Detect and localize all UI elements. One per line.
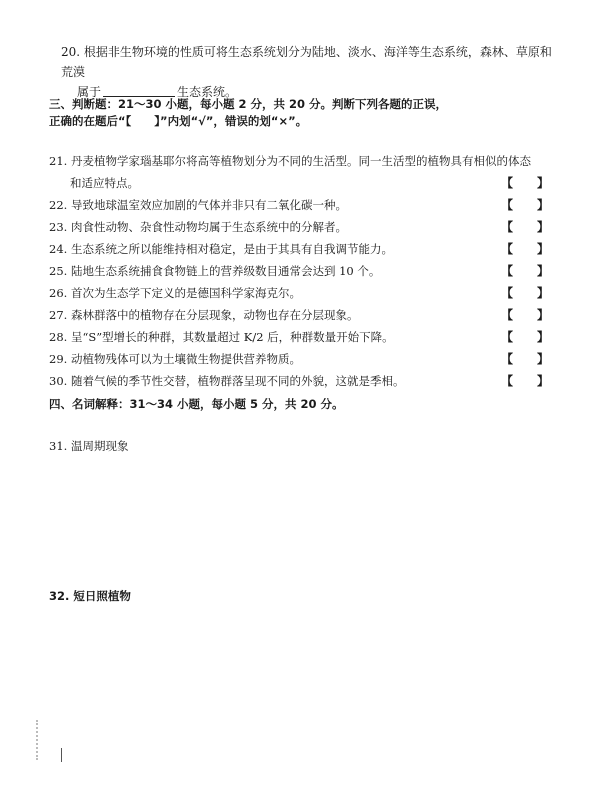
answer-bracket[interactable] — [501, 260, 549, 282]
bracket-open: 【 — [501, 286, 514, 300]
answer-bracket[interactable] — [501, 194, 549, 216]
question-31: 31. 温周期现象 — [49, 439, 129, 453]
tf-item-23 — [49, 216, 549, 238]
tf-item-26 — [49, 282, 549, 304]
tf-item-27 — [49, 304, 549, 326]
bracket-open: 【 — [501, 242, 514, 256]
bracket-close: 】 — [536, 242, 549, 256]
tf-item-30 — [49, 370, 549, 392]
tf-item-21-line1: 21. 丹麦植物学家瑙基耶尔将高等植物划分为不同的生活型。同一生活型的植物具有相似的体态 — [49, 154, 531, 168]
tf-item-22 — [49, 194, 549, 216]
tf-item-text: 22. 导致地球温室效应加剧的气体并非只有二氧化碳一种。 — [49, 198, 347, 212]
bracket-open: 【 — [501, 308, 514, 322]
bracket-close: 】 — [536, 308, 549, 322]
tf-item-21 — [49, 150, 549, 194]
answer-bracket[interactable] — [501, 304, 549, 326]
question-32: 32. 短日照植物 — [49, 589, 131, 603]
question-20 — [61, 42, 561, 102]
tf-item-text: 28. 呈“S”型增长的种群，其数量超过 K/2 后，种群数量开始下降。 — [49, 330, 394, 344]
answer-bracket[interactable] — [501, 370, 549, 392]
tf-item-21-line2: 和适应特点。 — [70, 176, 139, 190]
question-20-suffix: 生态系统。 — [177, 85, 238, 99]
bracket-close: 】 — [536, 176, 549, 190]
tf-item-text: 25. 陆地生态系统捕食食物链上的营养级数目通常会达到 10 个。 — [49, 264, 381, 278]
bracket-close: 】 — [536, 352, 549, 366]
true-false-list — [49, 150, 549, 392]
tf-item-28 — [49, 326, 549, 348]
tf-item-text: 26. 首次为生态学下定义的是德国科学家海克尔。 — [49, 286, 301, 300]
section-3-header — [49, 96, 569, 130]
answer-bracket[interactable] — [501, 282, 549, 304]
section-4-heading: 四、名词解释：31～34 小题，每小题 5 分，共 20 分。 — [49, 397, 344, 411]
answer-bracket[interactable] — [501, 326, 549, 348]
question-20-line1: 20. 根据非生物环境的性质可将生态系统划分为陆地、淡水、海洋等生态系统，森林、草原和荒漠 — [61, 45, 552, 79]
answer-blank[interactable] — [103, 83, 175, 97]
bracket-open: 【 — [501, 198, 514, 212]
tf-item-text: 29. 动植物残体可以为土壤微生物提供营养物质。 — [49, 352, 301, 366]
bracket-open: 【 — [501, 374, 514, 388]
bracket-close: 】 — [536, 374, 549, 388]
bracket-open: 【 — [501, 220, 514, 234]
bracket-close: 】 — [536, 330, 549, 344]
bracket-close: 】 — [536, 198, 549, 212]
tf-item-24 — [49, 238, 549, 260]
bracket-open: 【 — [501, 330, 514, 344]
bracket-open: 【 — [501, 352, 514, 366]
bracket-open: 【 — [501, 264, 514, 278]
tf-item-25 — [49, 260, 549, 282]
section-3-heading: 三、判断题：21～30 小题，每小题 2 分，共 20 分。判断下列各题的正误， — [49, 97, 448, 111]
tf-item-text: 30. 随着气候的季节性交替，植物群落呈现不同的外貌，这就是季相。 — [49, 374, 405, 388]
bracket-close: 】 — [536, 264, 549, 278]
question-20-prefix: 属于 — [77, 85, 102, 99]
tf-item-text: 27. 森林群落中的植物存在分层现象，动物也存在分层现象。 — [49, 308, 359, 322]
section-3-instruction: 正确的在题后“【 】”内划“√”，错误的划“×”。 — [49, 114, 308, 128]
answer-bracket[interactable] — [501, 172, 549, 194]
margin-tick-mark — [61, 748, 62, 762]
answer-bracket[interactable] — [501, 216, 549, 238]
tf-item-29 — [49, 348, 549, 370]
tf-item-text: 23. 肉食性动物、杂食性动物均属于生态系统中的分解者。 — [49, 220, 347, 234]
binding-margin-dots — [36, 720, 42, 760]
tf-item-text: 24. 生态系统之所以能维持相对稳定，是由于其具有自我调节能力。 — [49, 242, 393, 256]
bracket-open: 【 — [501, 176, 514, 190]
bracket-close: 】 — [536, 286, 549, 300]
answer-bracket[interactable] — [501, 348, 549, 370]
answer-bracket[interactable] — [501, 238, 549, 260]
bracket-close: 】 — [536, 220, 549, 234]
